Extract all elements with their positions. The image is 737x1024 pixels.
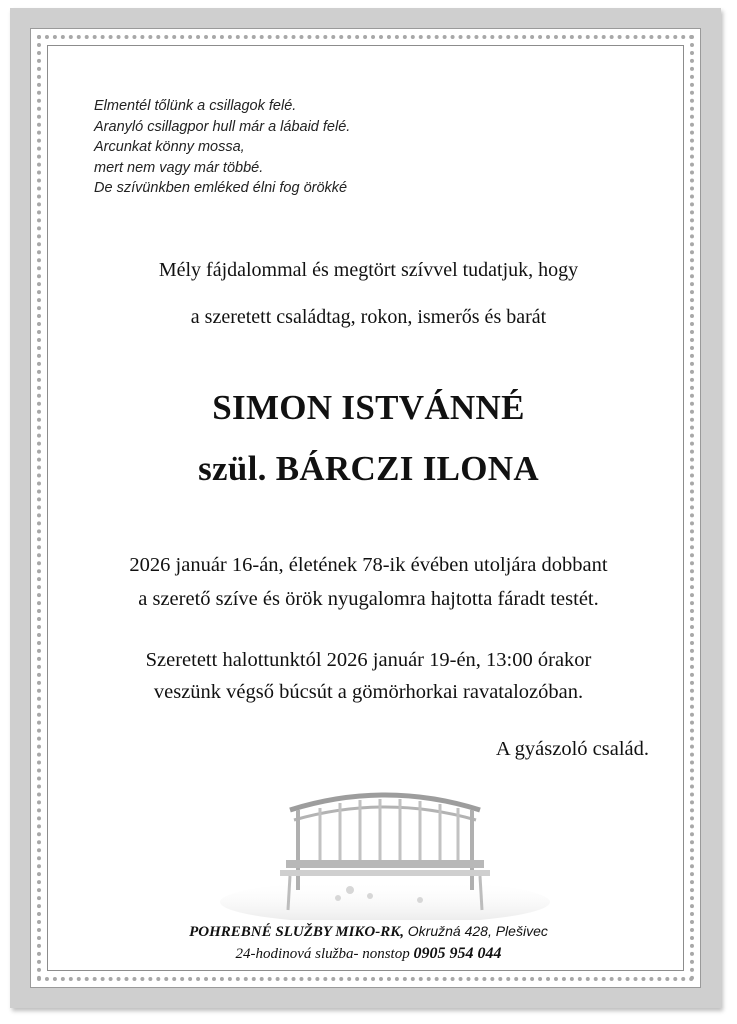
intro-line-1: Mély fájdalommal és megtört szívvel tudatjuk, hogy xyxy=(158,259,579,281)
company-name: POHREBNÉ SLUŽBY MIKO-RK, xyxy=(189,924,405,940)
signoff: A gyászoló család. xyxy=(495,738,649,760)
funeral-notice-line-2: veszünk végső búcsút a gömörhorkai ravatalozóban. xyxy=(153,681,584,703)
footer-company-line xyxy=(0,921,737,942)
deceased-maiden-name: szül. BÁRCZI ILONA xyxy=(198,449,539,488)
deceased-name: SIMON ISTVÁNNÉ xyxy=(212,388,525,427)
poem xyxy=(94,96,350,199)
poem-line: De szívünkben emléked élni fog örökké xyxy=(94,180,348,196)
bench-illustration xyxy=(220,770,550,920)
poem-line: mert nem vagy már többé. xyxy=(94,159,264,176)
funeral-notice-line-1: Szeretett halottunktól 2026 január 19-én, 13:00 órakor xyxy=(145,649,592,671)
poem-line: Elmentél tőlünk a csillagok felé. xyxy=(94,98,297,114)
poem-line: Aranyló csillagpor hull már a lábaid felé. xyxy=(94,118,351,135)
phone-number: 0905 954 044 xyxy=(413,945,502,962)
death-notice-line-2: a szerető szíve és örök nyugalomra hajtotta fáradt testét. xyxy=(138,588,599,610)
service-hours: 24-hodinová služba- nonstop xyxy=(235,946,410,962)
footer-service-line xyxy=(0,944,737,964)
poem-line: Arcunkat könny mossa, xyxy=(94,139,245,155)
death-notice-line-1: 2026 január 16-án, életének 78-ik évében utoljára dobbant xyxy=(129,554,608,576)
intro-line-2: a szeretett családtag, rokon, ismerős és barát xyxy=(190,306,547,328)
company-address: Okružná 428, Plešivec xyxy=(407,923,548,939)
